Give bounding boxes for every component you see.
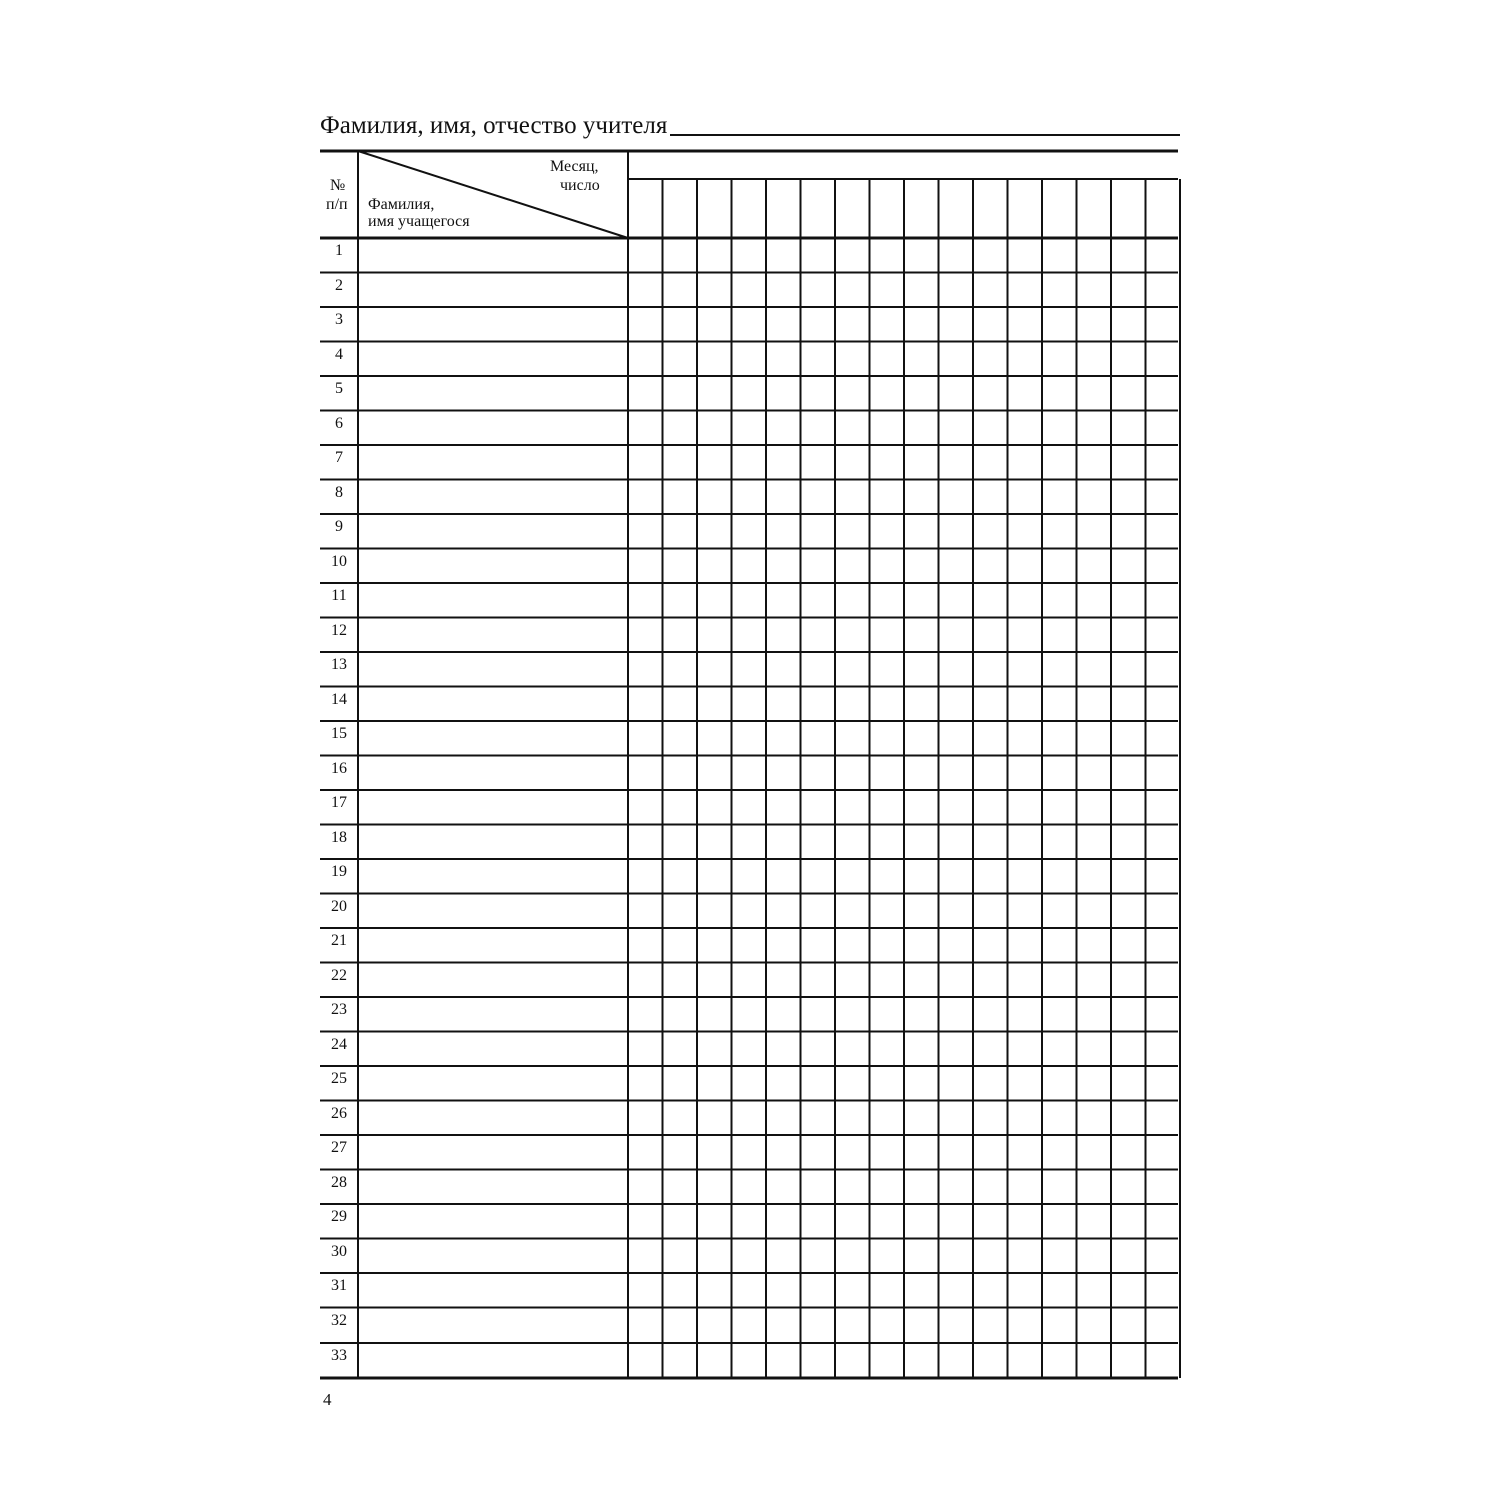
row-number: 4 bbox=[335, 345, 343, 363]
row-number: 24 bbox=[331, 1035, 347, 1053]
row-number: 11 bbox=[331, 587, 347, 604]
row-number: 16 bbox=[331, 759, 347, 777]
teacher-name-label: Фамилия, имя, отчество учителя bbox=[320, 112, 668, 139]
row-number: 22 bbox=[331, 966, 347, 984]
row-number: 3 bbox=[335, 311, 343, 328]
row-number: 15 bbox=[331, 725, 347, 742]
row-number: 31 bbox=[331, 1277, 347, 1294]
row-number: 32 bbox=[331, 1311, 347, 1329]
row-number: 19 bbox=[331, 863, 347, 880]
row-number: 2 bbox=[335, 276, 343, 294]
row-number: 7 bbox=[335, 449, 343, 466]
surname-label: Фамилия, bbox=[368, 196, 435, 213]
row-number: 26 bbox=[331, 1104, 347, 1122]
row-number: 1 bbox=[335, 242, 343, 259]
day-label: число bbox=[560, 177, 600, 194]
row-number: 13 bbox=[331, 656, 347, 673]
number-abbrev: п/п bbox=[326, 196, 348, 213]
number-sign: № bbox=[330, 177, 346, 194]
row-number: 18 bbox=[331, 828, 347, 846]
row-number: 14 bbox=[331, 690, 347, 708]
row-number: 30 bbox=[331, 1242, 347, 1260]
row-number: 33 bbox=[331, 1347, 347, 1364]
row-number: 23 bbox=[331, 1001, 347, 1018]
row-number: 6 bbox=[335, 414, 343, 432]
row-number: 8 bbox=[335, 483, 343, 501]
row-number: 21 bbox=[331, 932, 347, 949]
row-number: 12 bbox=[331, 621, 347, 639]
row-number: 10 bbox=[331, 552, 347, 570]
student-name-label: имя учащегося bbox=[368, 213, 470, 230]
row-number: 17 bbox=[331, 794, 347, 811]
row-number: 27 bbox=[331, 1139, 347, 1156]
row-number: 5 bbox=[335, 380, 343, 397]
row-number: 20 bbox=[331, 897, 347, 915]
row-number: 9 bbox=[335, 518, 343, 535]
row-number: 29 bbox=[331, 1208, 347, 1225]
row-number: 28 bbox=[331, 1173, 347, 1191]
row-number: 25 bbox=[331, 1070, 347, 1087]
month-label: Месяц, bbox=[550, 158, 599, 175]
page-number: 4 bbox=[323, 1390, 332, 1409]
